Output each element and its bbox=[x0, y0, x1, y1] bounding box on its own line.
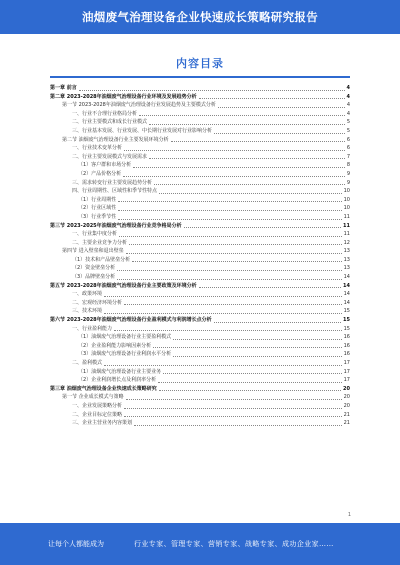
toc-entry-page: 8 bbox=[346, 162, 350, 169]
toc-entry-page: 4 bbox=[346, 93, 350, 100]
toc-leader-dots bbox=[104, 296, 342, 297]
toc-leader-dots bbox=[79, 90, 345, 91]
toc-entry-text: 第二节 油烟废气治理设备行业主要发展环境分析 bbox=[62, 136, 169, 143]
report-title: 油烟废气治理设备企业快速成长策略研究报告 bbox=[82, 10, 318, 24]
toc-entry-page: 17 bbox=[343, 360, 350, 366]
toc-entry[interactable] bbox=[50, 144, 350, 153]
toc-entry[interactable] bbox=[50, 256, 350, 265]
toc-entry[interactable] bbox=[50, 342, 350, 351]
toc-leader-dots bbox=[218, 107, 345, 108]
toc-entry[interactable] bbox=[50, 179, 350, 188]
toc-entry[interactable] bbox=[50, 376, 350, 385]
toc-entry[interactable] bbox=[50, 222, 350, 231]
toc-entry-text: 四、行业周期性、区域性和季节性特点 bbox=[72, 188, 158, 195]
toc-entry-page: 14 bbox=[343, 282, 350, 289]
toc-entry[interactable] bbox=[50, 127, 350, 136]
toc-leader-dots bbox=[126, 399, 342, 400]
toc-entry-text: 第一节 2023-2028年油烟废气治理设备行业发展趋势及主要模式分析 bbox=[62, 102, 216, 109]
toc-entry-text: （3）行业季节性 bbox=[78, 213, 117, 220]
toc-entry-text: （2）资金壁垒分析 bbox=[72, 265, 116, 272]
toc-leader-dots bbox=[124, 408, 342, 409]
toc-entry[interactable] bbox=[50, 196, 350, 205]
toc-leader-dots bbox=[123, 176, 345, 177]
toc-divider bbox=[50, 76, 350, 78]
toc-entry-page: 17 bbox=[343, 368, 350, 375]
toc-entry-page: 5 bbox=[346, 127, 350, 134]
toc-entry[interactable] bbox=[50, 264, 350, 273]
page-number: 1 bbox=[347, 512, 351, 518]
toc-entry[interactable] bbox=[50, 84, 350, 93]
toc-entry-page: 6 bbox=[346, 136, 350, 143]
toc-leader-dots bbox=[199, 98, 345, 99]
toc-entry-text: 第一节 企业成长模式与策略 bbox=[62, 394, 124, 401]
toc-entry-text: 一、行业集中度分析 bbox=[72, 231, 118, 238]
toc-entry-page: 13 bbox=[343, 265, 350, 272]
toc-entry-page: 10 bbox=[343, 205, 350, 212]
toc-leader-dots bbox=[199, 287, 341, 288]
toc-entry-text: 第五节 2023-2028年油烟废气治理设备行业主要政策及环境分析 bbox=[50, 282, 197, 289]
toc-entry[interactable] bbox=[50, 136, 350, 145]
toc-entry[interactable] bbox=[50, 282, 350, 291]
toc-leader-dots bbox=[114, 330, 342, 331]
toc-leader-dots bbox=[118, 201, 341, 202]
toc-leader-dots bbox=[124, 304, 342, 305]
toc-entry-text: （1）油烟废气治理设备行业主要盈利模式 bbox=[78, 334, 172, 341]
toc-entry-text: 二、行业主要模式和成长行业模式 bbox=[72, 119, 148, 126]
toc-leader-dots bbox=[133, 167, 345, 168]
toc-entry[interactable] bbox=[50, 170, 350, 179]
toc-entry[interactable] bbox=[50, 247, 350, 256]
toc-entry-text: 一、行业技术变革分析 bbox=[72, 145, 123, 152]
toc-entry[interactable] bbox=[50, 359, 350, 368]
toc-leader-dots bbox=[153, 347, 341, 348]
footer-brand: 让每个人都能成为 bbox=[48, 540, 104, 548]
toc-leader-dots bbox=[117, 279, 341, 280]
toc-entry-page: 10 bbox=[343, 188, 350, 195]
toc-entry[interactable] bbox=[50, 411, 350, 420]
toc-entry-page: 10 bbox=[343, 196, 350, 203]
toc-entry-text: 第二章 2023-2028年油烟废气治理设备行业环境及发展趋势分析 bbox=[50, 93, 197, 100]
toc-entry[interactable] bbox=[50, 385, 350, 394]
toc-entry-text: 三、企业主营业务内容策划 bbox=[72, 420, 133, 427]
toc-entry-page: 14 bbox=[343, 274, 350, 281]
toc-entry-text: 第一章 前言 bbox=[50, 85, 77, 91]
toc-entry-page: 16 bbox=[343, 351, 350, 358]
toc-entry[interactable] bbox=[50, 118, 350, 127]
toc-entry-page: 16 bbox=[343, 342, 350, 349]
toc-leader-dots bbox=[214, 133, 345, 134]
toc-entry-page: 21 bbox=[343, 420, 350, 427]
report-footer-bar bbox=[0, 523, 400, 565]
toc-entry-text: （2）行业区域性 bbox=[78, 205, 117, 212]
toc-entry-page: 13 bbox=[343, 256, 350, 263]
toc-leader-dots bbox=[124, 416, 342, 417]
toc-leader-dots bbox=[104, 365, 342, 366]
toc-entry-text: 第六节 2023-2028年油烟废气治理设备行业盈利模式与利润增长点分析 bbox=[50, 317, 212, 324]
toc-entry-page: 7 bbox=[346, 153, 350, 160]
toc-entry[interactable] bbox=[50, 419, 350, 428]
toc-leader-dots bbox=[117, 270, 341, 271]
toc-entry[interactable] bbox=[50, 307, 350, 316]
toc-leader-dots bbox=[173, 339, 341, 340]
toc-entry[interactable] bbox=[50, 213, 350, 222]
toc-entry-text: 第三节 2023-2025年油烟废气治理设备行业竞争格局分析 bbox=[50, 222, 182, 229]
toc-entry-text: 第三章 油烟废气治理设备企业快速成长策略研究 bbox=[50, 385, 157, 392]
toc-leader-dots bbox=[118, 219, 341, 220]
toc-entry-page: 11 bbox=[343, 222, 350, 229]
toc-entry-page: 15 bbox=[343, 325, 350, 332]
toc-entry-page: 20 bbox=[343, 402, 350, 409]
toc-entry-page: 14 bbox=[343, 299, 350, 306]
toc-leader-dots bbox=[129, 244, 342, 245]
toc-entry[interactable] bbox=[50, 299, 350, 308]
toc-leader-dots bbox=[159, 193, 342, 194]
toc-entry-page: 20 bbox=[343, 385, 350, 392]
toc-entry[interactable] bbox=[50, 325, 350, 334]
toc-leader-dots bbox=[149, 124, 345, 125]
toc-leader-dots bbox=[149, 158, 345, 159]
toc-entry-text: （2）企业利润增长点及利润率分析 bbox=[78, 377, 157, 384]
toc-entry[interactable] bbox=[50, 350, 350, 359]
toc-entry[interactable] bbox=[50, 110, 350, 119]
toc-leader-dots bbox=[163, 373, 341, 374]
toc-entry-text: （2）产品价格分析 bbox=[78, 170, 122, 177]
toc-entry-text: 二、企业目标定位策略 bbox=[72, 411, 123, 418]
toc-entry-text: 一、政策环境 bbox=[72, 291, 103, 298]
toc-entry-text: 二、宏观经济环境分析 bbox=[72, 299, 123, 306]
report-header-bar bbox=[0, 0, 400, 34]
toc-entry[interactable] bbox=[50, 393, 350, 402]
toc-entry[interactable] bbox=[50, 230, 350, 239]
toc-entry-text: （2）企业盈利能力影响因素分析 bbox=[78, 342, 152, 349]
toc-leader-dots bbox=[104, 313, 342, 314]
toc-leader-dots bbox=[184, 227, 341, 228]
toc-entry-page: 13 bbox=[343, 248, 350, 255]
toc-entry-text: 一、企业发展策略分析 bbox=[72, 402, 123, 409]
toc-entry-page: 6 bbox=[346, 145, 350, 152]
toc-entry[interactable] bbox=[50, 333, 350, 342]
toc-entry-page: 11 bbox=[343, 213, 350, 220]
toc-leader-dots bbox=[214, 322, 341, 323]
toc-entry-page: 4 bbox=[346, 110, 350, 117]
toc-leader-dots bbox=[126, 253, 342, 254]
toc-entry-text: （1）客户群和市场分析 bbox=[78, 162, 132, 169]
toc-entry[interactable] bbox=[50, 187, 350, 196]
toc-entry-page: 15 bbox=[343, 308, 350, 315]
toc-entry-text: 三、技术环境 bbox=[72, 308, 103, 315]
toc-entry-page: 17 bbox=[343, 377, 350, 384]
table-of-contents bbox=[50, 84, 350, 428]
toc-entry-page: 21 bbox=[343, 411, 350, 418]
toc-entry[interactable] bbox=[50, 204, 350, 213]
toc-entry-page: 16 bbox=[343, 334, 350, 341]
toc-leader-dots bbox=[159, 390, 341, 391]
toc-leader-dots bbox=[124, 150, 345, 151]
toc-entry[interactable] bbox=[50, 402, 350, 411]
toc-entry[interactable] bbox=[50, 290, 350, 299]
toc-entry-text: （3）品牌壁垒分析 bbox=[72, 274, 116, 281]
toc-leader-dots bbox=[118, 210, 341, 211]
toc-entry-text: 三、行业基本发展、行业发展、中长期行业发展对行业影响分析 bbox=[72, 127, 213, 134]
toc-leader-dots bbox=[134, 425, 342, 426]
toc-entry-text: 二、盈利模式 bbox=[72, 360, 103, 366]
toc-entry-page: 5 bbox=[346, 119, 350, 126]
toc-entry-page: 4 bbox=[346, 85, 350, 91]
toc-entry-text: 一、行业盈利能力 bbox=[72, 325, 113, 332]
toc-entry-page: 15 bbox=[343, 317, 350, 324]
toc-leader-dots bbox=[154, 184, 345, 185]
toc-entry-text: （1）油烟废气治理设备行业主要业务 bbox=[78, 368, 162, 375]
toc-entry-text: 三、需求转变行业主要发展趋势分析 bbox=[72, 179, 153, 186]
toc-entry-text: 二、主要企业竞争力分析 bbox=[72, 239, 128, 246]
toc-entry-page: 4 bbox=[346, 102, 350, 109]
toc-entry[interactable] bbox=[50, 239, 350, 248]
toc-entry[interactable] bbox=[50, 93, 350, 102]
toc-entry-text: （3）油烟废气治理设备行业利润水平分析 bbox=[78, 351, 172, 358]
toc-entry-page: 20 bbox=[343, 394, 350, 401]
toc-entry[interactable] bbox=[50, 101, 350, 110]
toc-entry[interactable] bbox=[50, 273, 350, 282]
toc-entry[interactable] bbox=[50, 316, 350, 325]
toc-leader-dots bbox=[158, 382, 341, 383]
toc-entry[interactable] bbox=[50, 161, 350, 170]
toc-leader-dots bbox=[139, 115, 345, 116]
toc-entry-text: （1）行业周期性 bbox=[78, 196, 117, 203]
toc-entry[interactable] bbox=[50, 368, 350, 377]
toc-entry-page: 9 bbox=[346, 179, 350, 186]
toc-entry-page: 14 bbox=[343, 291, 350, 298]
toc-entry-page: 12 bbox=[343, 239, 350, 246]
footer-tagline: 行业专家、管理专家、营销专家、战略专家、成功企业家…… bbox=[134, 540, 334, 548]
toc-entry-page: 9 bbox=[346, 170, 350, 177]
toc-leader-dots bbox=[171, 141, 345, 142]
toc-entry-text: 一、行业不合理行业格局分析 bbox=[72, 110, 138, 117]
toc-entry-text: （1）技术和产品壁垒分析 bbox=[72, 256, 131, 263]
toc-entry[interactable] bbox=[50, 153, 350, 162]
toc-entry-text: 二、行业主要发展模式与发展需求 bbox=[72, 153, 148, 160]
toc-title: 内容目录 bbox=[176, 57, 224, 70]
toc-entry-page: 11 bbox=[343, 231, 350, 238]
toc-entry-text: 第四节 进入壁垒和退出壁垒 bbox=[62, 248, 124, 255]
toc-leader-dots bbox=[173, 356, 341, 357]
toc-leader-dots bbox=[132, 261, 341, 262]
toc-leader-dots bbox=[119, 236, 342, 237]
